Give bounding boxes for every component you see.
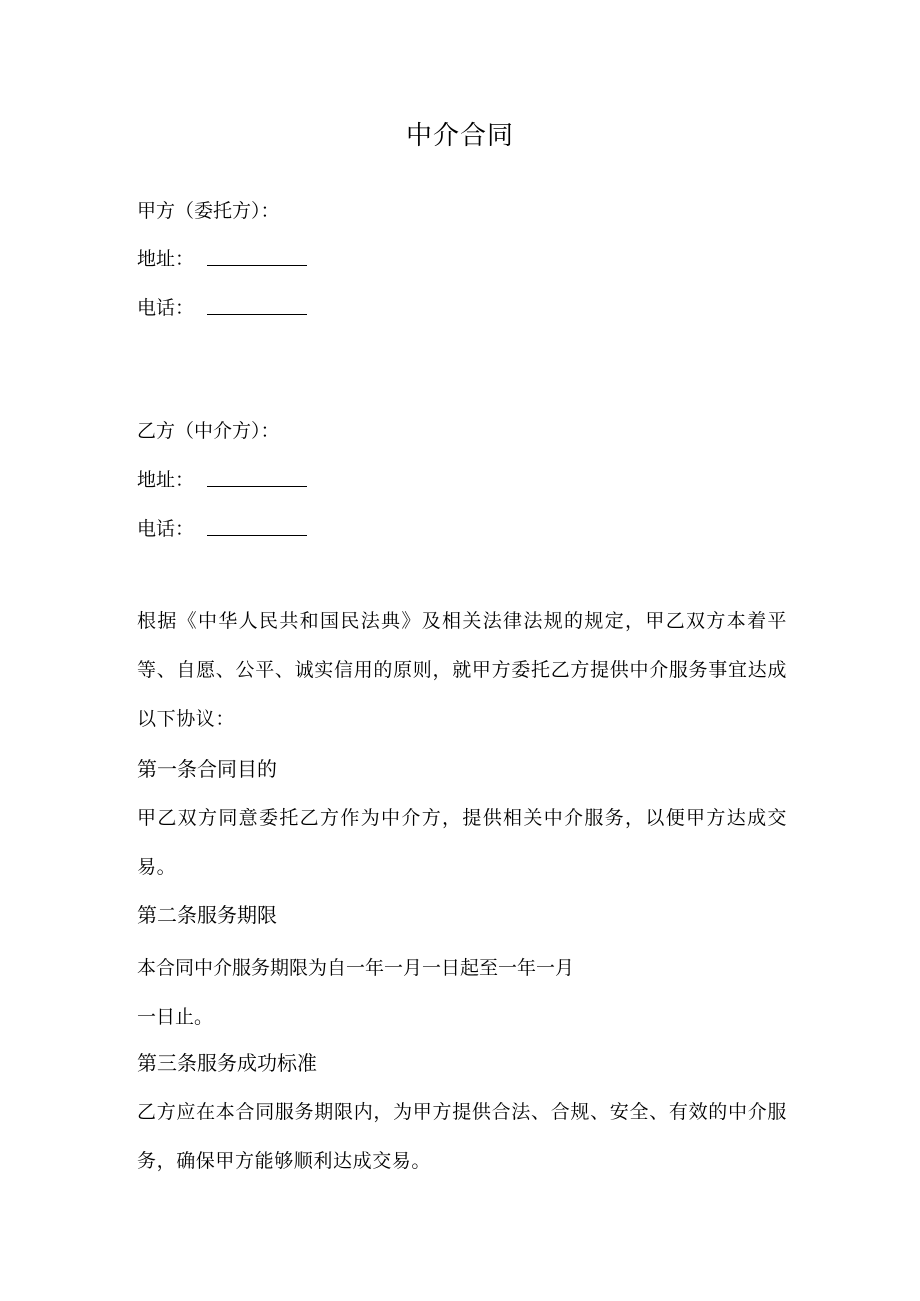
article-3-heading: 第三条服务成功标准 [137, 1051, 317, 1075]
article-2-body-line-2: 一日止。 [137, 1006, 214, 1028]
article-2-body-line-1: 本合同中介服务期限为自一年一月一日起至一年一月 [137, 957, 575, 979]
party-b-heading: 乙方（中介方）： [137, 420, 280, 442]
party-a-phone-label: 电话： [137, 297, 195, 319]
party-b-phone-blank [207, 515, 307, 536]
party-b-phone-label: 电话： [137, 518, 195, 540]
article-1-heading: 第一条合同目的 [137, 757, 277, 781]
article-3-body: 乙方应在本合同服务期限内，为甲方提供合法、合规、安全、有效的中介服务，确保甲方能够顺利达成交易。 [137, 1101, 787, 1172]
party-b-address-blank [207, 466, 307, 487]
party-b-phone-row [137, 514, 307, 544]
party-a-heading: 甲方（委托方）： [137, 200, 280, 222]
party-b-address-label: 地址： [137, 469, 195, 491]
party-a-phone-blank [207, 294, 307, 315]
party-a-address-row [137, 244, 307, 274]
party-b-address-row [137, 465, 307, 495]
document-title: 中介合同 [405, 121, 514, 151]
party-a-address-label: 地址： [137, 248, 195, 270]
party-a-address-blank [207, 245, 307, 266]
preamble-paragraph: 根据《中华人民共和国民法典》及相关法律法规的规定，甲乙双方本着平等、自愿、公平、诚实信用的原则，就甲方委托乙方提供中介服务事宜达成以下协议： [137, 610, 787, 730]
article-2-heading: 第二条服务期限 [137, 903, 277, 927]
party-a-phone-row [137, 293, 307, 323]
article-1-body: 甲乙双方同意委托乙方作为中介方，提供相关中介服务，以便甲方达成交易。 [137, 807, 787, 878]
